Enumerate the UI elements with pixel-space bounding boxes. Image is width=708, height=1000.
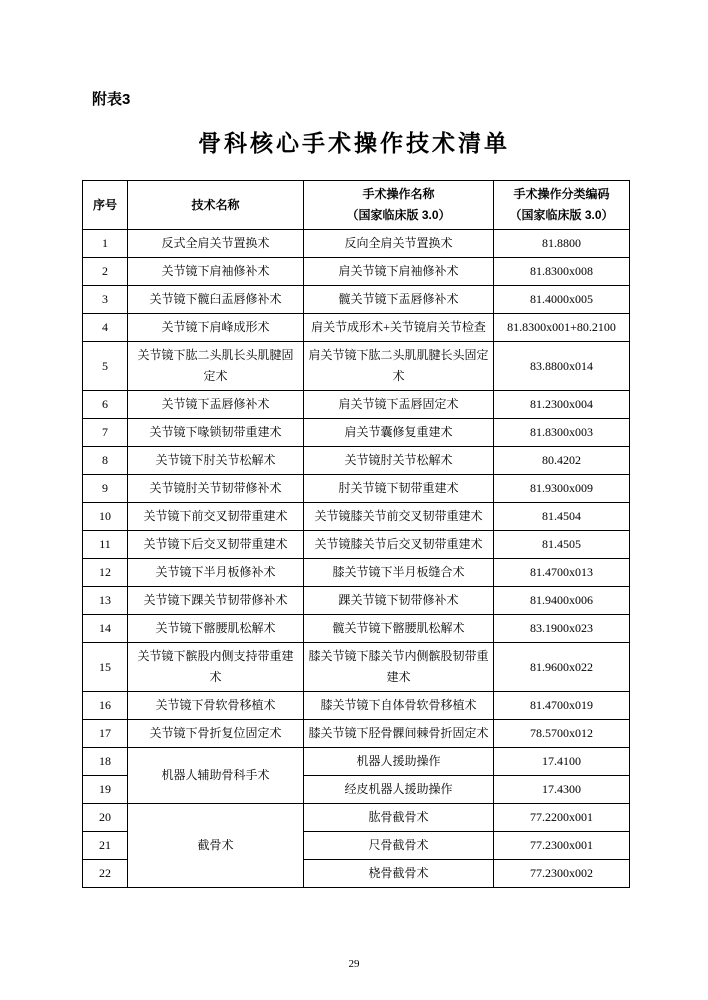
col-header-operation-code <box>494 181 630 230</box>
cell-serial-number: 1 <box>83 230 128 258</box>
cell-operation-name: 膝关节镜下胫骨髁间棘骨折固定术 <box>304 720 494 748</box>
cell-operation-name: 关节镜膝关节前交叉韧带重建术 <box>304 503 494 531</box>
table-row <box>83 342 630 391</box>
cell-technique-name: 反式全肩关节置换术 <box>128 230 304 258</box>
cell-operation-code: 17.4300 <box>494 776 630 804</box>
cell-operation-code: 83.1900x023 <box>494 615 630 643</box>
cell-operation-code: 81.8800 <box>494 230 630 258</box>
table-row <box>83 559 630 587</box>
cell-operation-code: 81.4700x013 <box>494 559 630 587</box>
cell-operation-code: 81.8300x008 <box>494 258 630 286</box>
cell-operation-code: 81.2300x004 <box>494 391 630 419</box>
cell-operation-code: 77.2300x001 <box>494 832 630 860</box>
cell-technique-name: 关节镜下肩袖修补术 <box>128 258 304 286</box>
cell-operation-name: 踝关节镜下韧带修补术 <box>304 587 494 615</box>
cell-technique-name: 关节镜下肱二头肌长头肌腱固定术 <box>128 342 304 391</box>
cell-operation-name: 肩关节囊修复重建术 <box>304 419 494 447</box>
cell-operation-name: 关节镜膝关节后交叉韧带重建术 <box>304 531 494 559</box>
cell-technique-name: 关节镜下髂腰肌松解术 <box>128 615 304 643</box>
cell-serial-number: 20 <box>83 804 128 832</box>
cell-serial-number: 12 <box>83 559 128 587</box>
col-header-operation-code-line1: 手术操作分类编码 <box>513 187 610 201</box>
cell-serial-number: 17 <box>83 720 128 748</box>
cell-operation-name: 关节镜肘关节松解术 <box>304 447 494 475</box>
cell-serial-number: 10 <box>83 503 128 531</box>
appendix-label: 附表3 <box>92 91 131 108</box>
cell-operation-name: 经皮机器人援助操作 <box>304 776 494 804</box>
cell-serial-number: 9 <box>83 475 128 503</box>
table-row <box>83 692 630 720</box>
cell-technique-name: 关节镜下肩峰成形术 <box>128 314 304 342</box>
col-header-operation-name <box>304 181 494 230</box>
cell-operation-code: 81.4000x005 <box>494 286 630 314</box>
cell-operation-name: 肘关节镜下韧带重建术 <box>304 475 494 503</box>
col-header-operation-name-line2: （国家临床版 3.0） <box>346 208 451 222</box>
cell-serial-number: 7 <box>83 419 128 447</box>
cell-operation-code: 77.2300x002 <box>494 860 630 888</box>
cell-operation-name: 肩关节镜下肱二头肌肌腱长头固定术 <box>304 342 494 391</box>
cell-operation-name: 尺骨截骨术 <box>304 832 494 860</box>
cell-operation-code: 81.8300x003 <box>494 419 630 447</box>
table-row <box>83 314 630 342</box>
cell-technique-name: 关节镜下半月板修补术 <box>128 559 304 587</box>
cell-operation-name: 膝关节镜下半月板缝合术 <box>304 559 494 587</box>
cell-technique-name: 关节镜下喙锁韧带重建术 <box>128 419 304 447</box>
cell-serial-number: 13 <box>83 587 128 615</box>
cell-operation-code: 81.4700x019 <box>494 692 630 720</box>
col-header-technique-name: 技术名称 <box>128 181 304 230</box>
surgery-operations-table <box>82 180 630 888</box>
cell-technique-name: 机器人辅助骨科手术 <box>128 748 304 804</box>
cell-operation-name: 膝关节镜下膝关节内侧髌股韧带重建术 <box>304 643 494 692</box>
col-header-operation-code-line2: （国家临床版 3.0） <box>509 208 614 222</box>
cell-serial-number: 21 <box>83 832 128 860</box>
cell-serial-number: 18 <box>83 748 128 776</box>
cell-operation-code: 81.4505 <box>494 531 630 559</box>
cell-operation-name: 机器人援助操作 <box>304 748 494 776</box>
table-row <box>83 643 630 692</box>
table-row <box>83 720 630 748</box>
cell-operation-code: 81.4504 <box>494 503 630 531</box>
header-row <box>83 181 630 230</box>
table-row <box>83 587 630 615</box>
cell-serial-number: 16 <box>83 692 128 720</box>
cell-operation-name: 髋关节镜下盂唇修补术 <box>304 286 494 314</box>
cell-operation-code: 17.4100 <box>494 748 630 776</box>
cell-serial-number: 2 <box>83 258 128 286</box>
cell-technique-name: 关节镜下盂唇修补术 <box>128 391 304 419</box>
cell-operation-name: 反向全肩关节置换术 <box>304 230 494 258</box>
cell-serial-number: 19 <box>83 776 128 804</box>
table-row <box>83 475 630 503</box>
col-header-serial-number: 序号 <box>83 181 128 230</box>
page-title: 骨科核心手术操作技术清单 <box>198 130 510 156</box>
table-row <box>83 419 630 447</box>
cell-serial-number: 14 <box>83 615 128 643</box>
col-header-operation-name-line1: 手术操作名称 <box>362 187 435 201</box>
table-header <box>83 181 630 230</box>
cell-operation-code: 77.2200x001 <box>494 804 630 832</box>
cell-serial-number: 4 <box>83 314 128 342</box>
cell-operation-code: 78.5700x012 <box>494 720 630 748</box>
table-row <box>83 503 630 531</box>
table-row <box>83 615 630 643</box>
table-row <box>83 447 630 475</box>
cell-technique-name: 关节镜下踝关节韧带修补术 <box>128 587 304 615</box>
cell-operation-name: 膝关节镜下自体骨软骨移植术 <box>304 692 494 720</box>
cell-technique-name: 关节镜下前交叉韧带重建术 <box>128 503 304 531</box>
cell-serial-number: 22 <box>83 860 128 888</box>
cell-operation-code: 83.8800x014 <box>494 342 630 391</box>
cell-serial-number: 6 <box>83 391 128 419</box>
table-row <box>83 258 630 286</box>
cell-serial-number: 3 <box>83 286 128 314</box>
cell-operation-code: 80.4202 <box>494 447 630 475</box>
cell-technique-name: 截骨术 <box>128 804 304 888</box>
cell-operation-name: 髋关节镜下髂腰肌松解术 <box>304 615 494 643</box>
table-row <box>83 286 630 314</box>
table-row <box>83 748 630 776</box>
cell-operation-code: 81.9600x022 <box>494 643 630 692</box>
table-row <box>83 804 630 832</box>
cell-serial-number: 8 <box>83 447 128 475</box>
table-row <box>83 391 630 419</box>
cell-technique-name: 关节镜下骨软骨移植术 <box>128 692 304 720</box>
table-body <box>83 230 630 888</box>
cell-operation-code: 81.9400x006 <box>494 587 630 615</box>
cell-serial-number: 5 <box>83 342 128 391</box>
cell-technique-name: 关节镜下骨折复位固定术 <box>128 720 304 748</box>
cell-serial-number: 15 <box>83 643 128 692</box>
cell-serial-number: 11 <box>83 531 128 559</box>
cell-technique-name: 关节镜下髌股内侧支持带重建术 <box>128 643 304 692</box>
table-row <box>83 230 630 258</box>
cell-operation-name: 肩关节成形术+关节镜肩关节检查 <box>304 314 494 342</box>
cell-technique-name: 关节镜肘关节韧带修补术 <box>128 475 304 503</box>
page-number: 29 <box>348 958 360 970</box>
cell-operation-name: 肩关节镜下肩袖修补术 <box>304 258 494 286</box>
cell-technique-name: 关节镜下肘关节松解术 <box>128 447 304 475</box>
cell-operation-name: 肩关节镜下盂唇固定术 <box>304 391 494 419</box>
table-row <box>83 531 630 559</box>
cell-technique-name: 关节镜下髋臼盂唇修补术 <box>128 286 304 314</box>
cell-technique-name: 关节镜下后交叉韧带重建术 <box>128 531 304 559</box>
cell-operation-code: 81.9300x009 <box>494 475 630 503</box>
cell-operation-name: 肱骨截骨术 <box>304 804 494 832</box>
cell-operation-code: 81.8300x001+80.2100 <box>494 314 630 342</box>
cell-operation-name: 桡骨截骨术 <box>304 860 494 888</box>
